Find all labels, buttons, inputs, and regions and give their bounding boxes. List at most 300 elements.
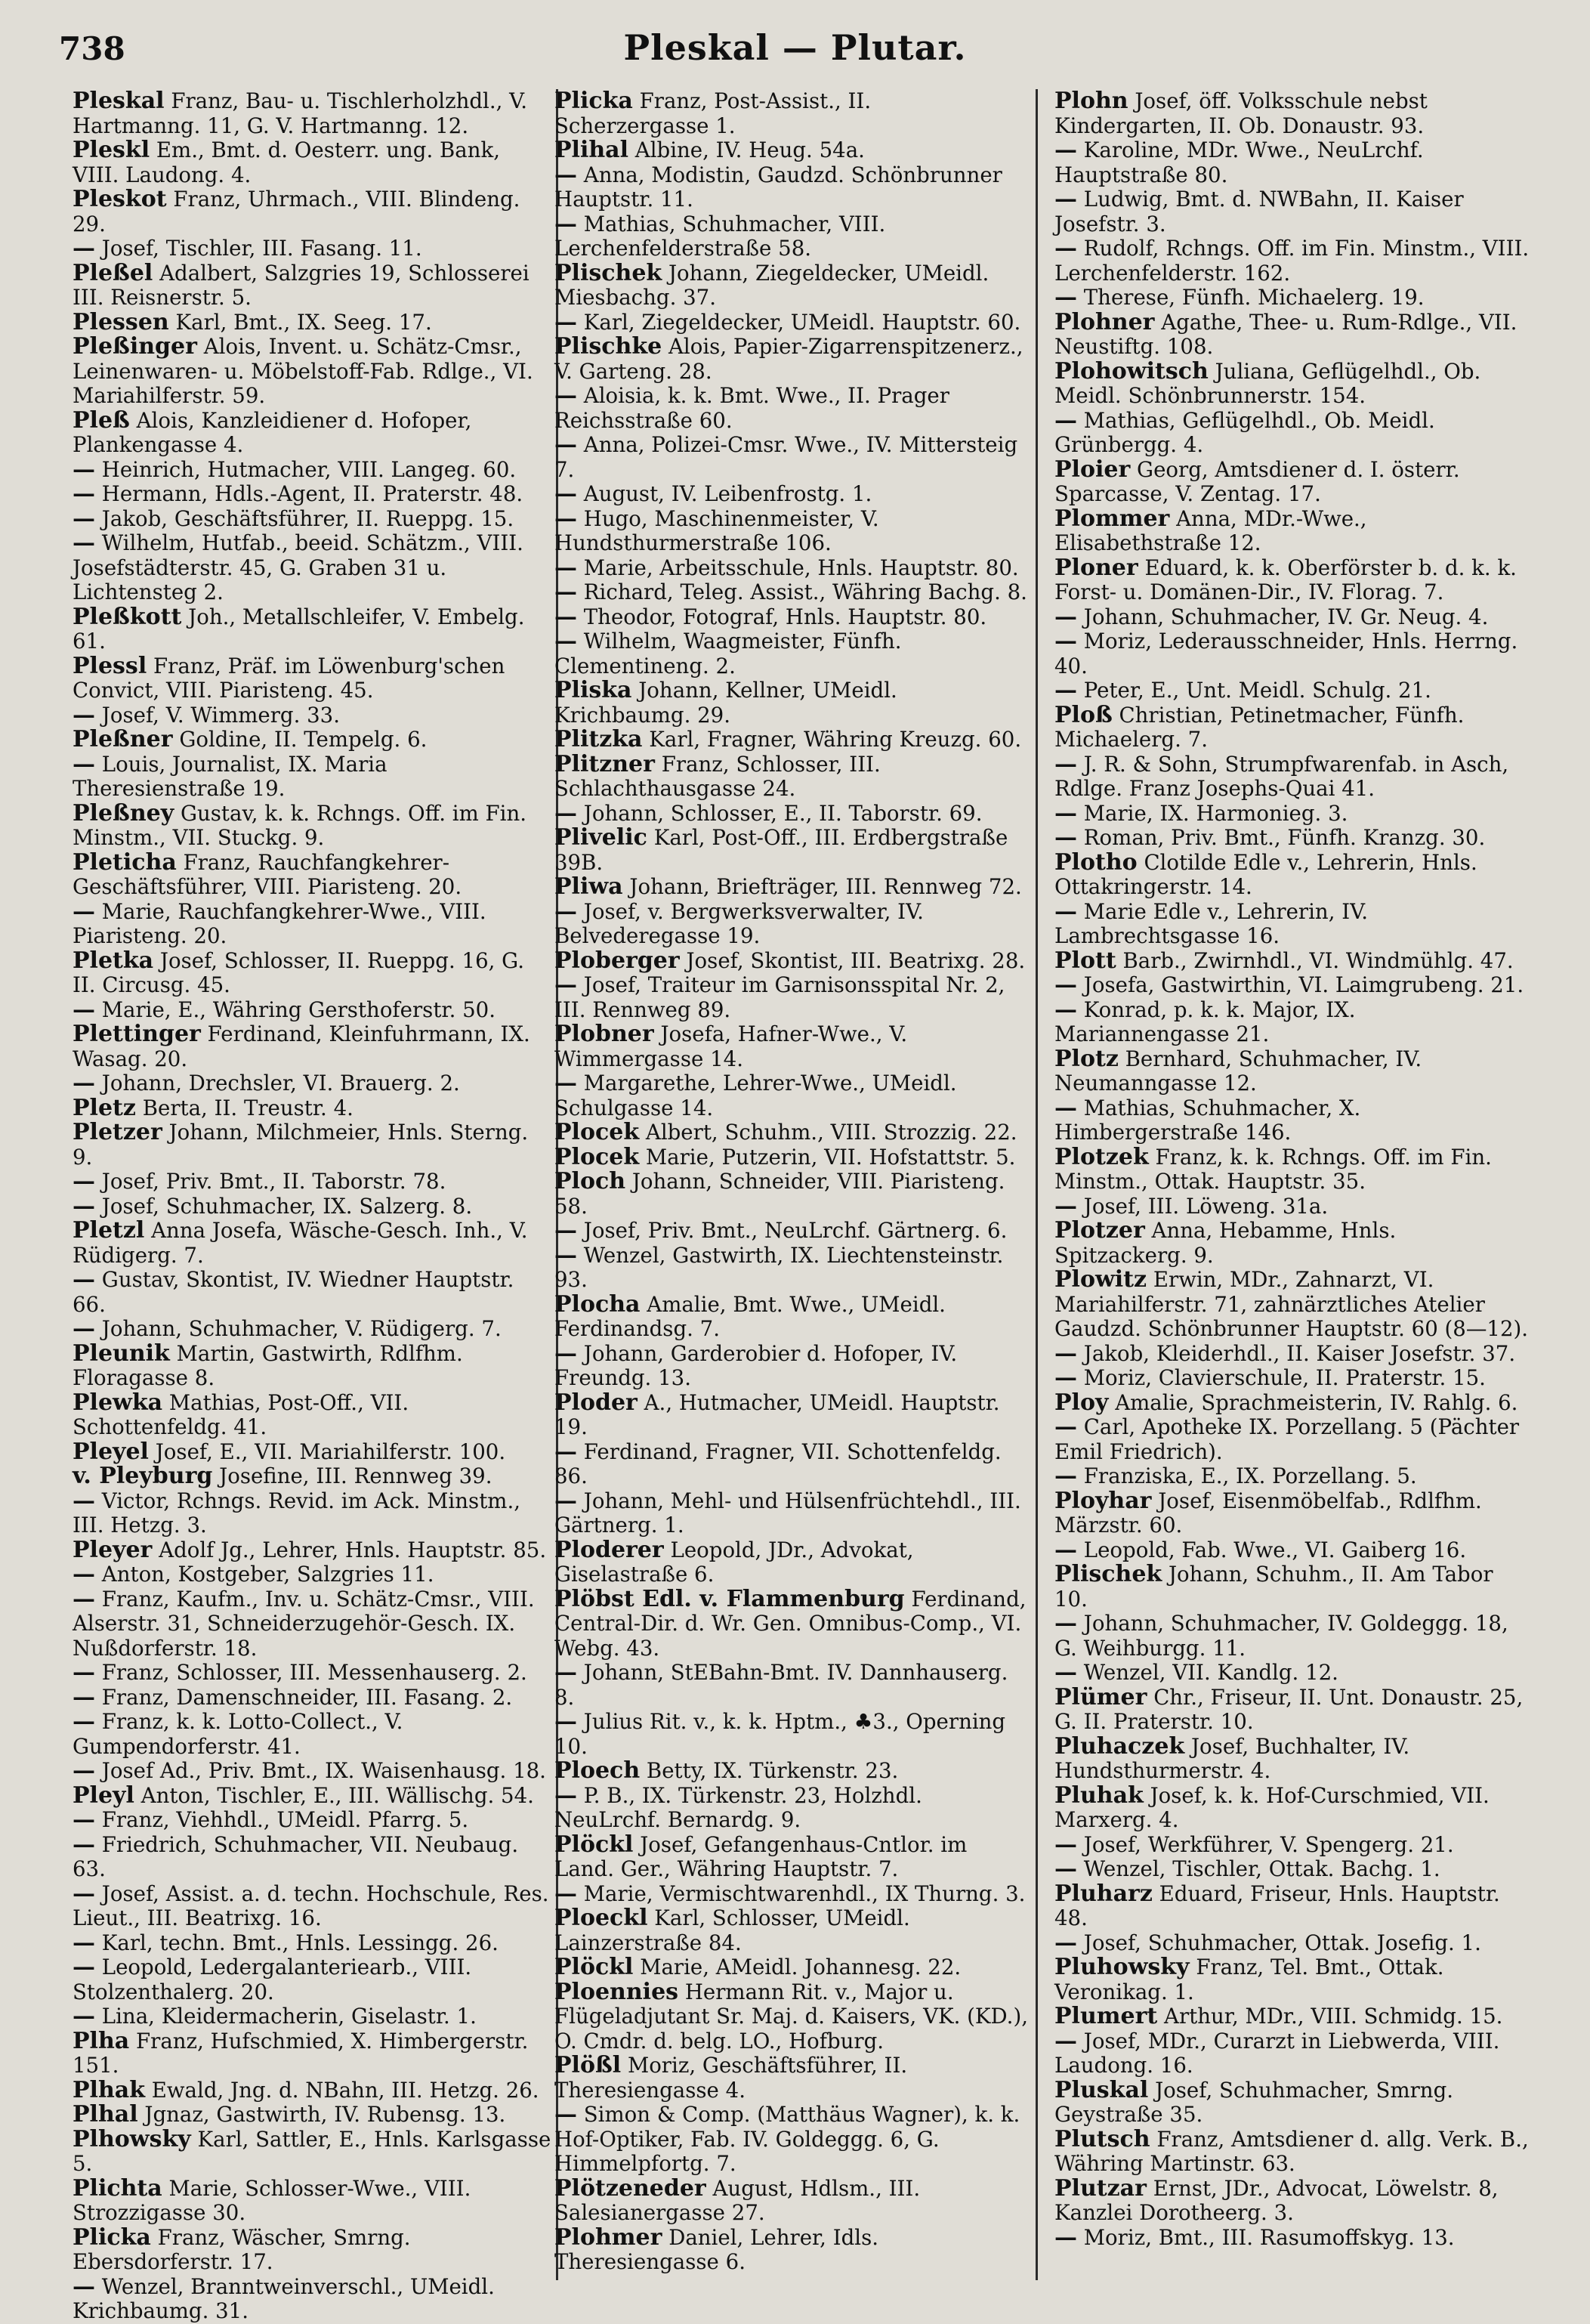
entry-details: Anna Josefa, Wäsche-Gesch. Inh., V. Rüdigerg. 7.	[73, 1218, 528, 1268]
entry-details: Louis, Journalist, IX. Maria Theresienstraße 19.	[73, 751, 387, 801]
entry-details: Moriz, Geschäftsführer, II. Theresiengasse 4.	[554, 2053, 908, 2103]
entry-name: —	[1054, 1659, 1077, 1686]
directory-entry	[59, 998, 551, 1023]
entry-name: Ploberger	[554, 947, 680, 974]
entry-name: —	[1054, 1364, 1077, 1391]
entry-details: Karl, Bmt., IX. Seeg. 17.	[175, 309, 432, 335]
directory-entry	[1041, 2125, 1532, 2177]
directory-entry	[59, 654, 551, 703]
entry-name: Plowitz	[1054, 1266, 1147, 1293]
entry-details: Alois, Invent. u. Schätz-Cmsr., Leinenwaren- u. Möbelstoff-Fab. Rdlge., VI. Mariahilferstr. 59.	[73, 334, 533, 408]
entry-details: Albine, IV. Heug. 54a.	[634, 138, 865, 162]
entry-name: Plha	[73, 2027, 130, 2054]
entry-name: —	[1054, 898, 1077, 925]
directory-entry	[1041, 1784, 1532, 1833]
directory-entry	[541, 1661, 1030, 1710]
entry-name: —	[1054, 2224, 1077, 2251]
entry-name: —	[73, 1561, 95, 1587]
entry-details: Marie, IX. Harmonieg. 3.	[1083, 800, 1348, 826]
directory-entry	[59, 236, 551, 261]
entry-name: —	[554, 1070, 577, 1096]
entry-name: Plitzka	[554, 726, 643, 753]
entry-name: Ploderer	[554, 1536, 664, 1563]
directory-entry	[59, 1808, 551, 1833]
directory-entry	[59, 261, 551, 311]
entry-name: Plessen	[73, 308, 169, 335]
directory-entry	[541, 1071, 1030, 1120]
entry-name: Pletzl	[73, 1217, 145, 1244]
directory-entry	[59, 1587, 551, 1661]
entry-details: Chr., Friseur, II. Unt. Donaustr. 25, G. II. Praterstr. 10.	[1054, 1684, 1524, 1734]
entry-name: Plümer	[1054, 1683, 1147, 1711]
entry-name: —	[554, 1880, 577, 1907]
entry-details: Betty, IX. Türkenstr. 23.	[646, 1758, 899, 1783]
entry-details: Josef, Tischler, III. Fasang. 11.	[101, 236, 422, 261]
entry-details: Eduard, Friseur, Hnls. Hauptstr. 48.	[1054, 1881, 1500, 1930]
entry-details: Marie, Vermischtwarenhdl., IX Thurng. 3.	[583, 1881, 1026, 1906]
directory-entry	[59, 1022, 551, 1071]
entry-details: Johann, Schlosser, E., II. Taborstr. 69.	[583, 800, 983, 826]
entry-name: Plotz	[1054, 1045, 1119, 1072]
entry-name: Plocha	[554, 1290, 641, 1318]
entry-details: Mathias, Post-Off., VII. Schottenfeldg. 41.	[73, 1389, 409, 1439]
entry-details: Johann, Schuhmacher, IV. Gr. Neug. 4.	[1083, 604, 1489, 629]
directory-entry	[59, 1194, 551, 1219]
entry-details: August, IV. Leibenfrostg. 1.	[583, 481, 872, 506]
directory-entry	[1041, 1931, 1532, 1956]
entry-details: Bernhard, Schuhmacher, IV. Neumanngasse 12.	[1054, 1046, 1422, 1096]
directory-entry	[541, 556, 1030, 581]
entry-details: Johann, StEBahn-Bmt. IV. Dannhauserg. 8.	[554, 1660, 1008, 1710]
entry-details: Clotilde Edle v., Lehrerin, Hnls. Ottakringerstr. 14.	[1054, 849, 1477, 899]
directory-entry	[1041, 1268, 1532, 1342]
entry-details: Lina, Kleidermacherin, Giselastr. 1.	[101, 2004, 477, 2029]
entry-details: Amalie, Sprachmeisterin, IV. Rahlg. 6.	[1115, 1389, 1518, 1415]
directory-entry	[541, 949, 1030, 974]
entry-name: Plotzer	[1054, 1217, 1145, 1244]
entry-details: Heinrich, Hutmacher, VIII. Langeg. 60.	[101, 456, 517, 482]
entry-details: Goldine, II. Tempelg. 6.	[179, 727, 428, 752]
entry-name: Pletz	[73, 1094, 136, 1121]
entry-details: Moriz, Bmt., III. Rasumoffskyg. 13.	[1083, 2224, 1455, 2250]
directory-entry	[1041, 1145, 1532, 1194]
entry-name: Pleunik	[73, 1340, 170, 1367]
entry-name: Ploch	[554, 1168, 626, 1194]
entry-details: Josef, v. Bergwerksverwalter, IV. Belvederegasse 19.	[554, 898, 924, 948]
directory-entry	[541, 1290, 1030, 1342]
entry-details: Franz, Kaufm., Inv. u. Schätz-Cmsr., VIII. Alserstr. 31, Schneiderzugehör-Gesch. IX. Nußdorferstr. 18.	[73, 1586, 535, 1661]
entry-details: Franz, Post-Assist., II. Scherzergasse 1.	[554, 88, 872, 138]
entry-name: —	[554, 1659, 577, 1686]
directory-entry	[1041, 750, 1532, 802]
entry-name: —	[73, 1708, 95, 1735]
directory-entry	[59, 2125, 551, 2177]
directory-entry	[59, 1833, 551, 1882]
entry-details: Agathe, Thee- u. Rum-Rdlge., VII. Neustiftg. 108.	[1054, 309, 1517, 359]
entry-name: Plhowsky	[73, 2125, 191, 2152]
entry-name: Plohner	[1054, 308, 1155, 335]
entry-name: —	[1054, 186, 1077, 212]
entry-name: Plivelic	[554, 824, 647, 851]
entry-name: Pletka	[73, 947, 154, 974]
entry-name: —	[1054, 677, 1077, 703]
entry-name: Pluskal	[1054, 2076, 1149, 2103]
entry-details: Johann, Mehl- und Hülsenfrüchtehdl., III. Gärtnerg. 1.	[554, 1488, 1021, 1537]
directory-entry	[59, 728, 551, 753]
directory-entry	[541, 2226, 1030, 2275]
entry-name: —	[1054, 628, 1077, 654]
entry-name: Pluhak	[1054, 1782, 1144, 1809]
entry-details: Konrad, p. k. k. Major, IX. Mariannengasse 21.	[1054, 997, 1356, 1046]
directory-entry	[1041, 236, 1532, 286]
directory-entry	[59, 2029, 551, 2078]
directory-entry	[541, 335, 1030, 384]
entry-name: Plohn	[1054, 88, 1128, 114]
entry-details: Wenzel, Branntweinverschl., UMeidl. Krichbaumg. 31.	[73, 2273, 495, 2323]
directory-entry	[541, 678, 1030, 728]
entry-details: Rudolf, Rchngs. Off. im Fin. Minstm., VIII. Lerchenfelderstr. 162.	[1054, 236, 1530, 286]
directory-entry	[59, 187, 551, 236]
directory-entry	[1041, 1882, 1532, 1931]
entry-name: Plichta	[73, 2174, 162, 2202]
entry-name: —	[554, 628, 577, 654]
entry-name: —	[554, 579, 577, 605]
entry-details: Ferdinand, Kleinfuhrmann, IX. Wasag. 20.	[73, 1021, 530, 1071]
directory-entry	[59, 949, 551, 998]
directory-entry	[1041, 629, 1532, 678]
directory-entry	[541, 1538, 1030, 1587]
entry-name: —	[73, 750, 95, 777]
entry-name: —	[73, 1487, 95, 1514]
entry-name: —	[554, 161, 577, 188]
entry-details: Josef, Schlosser, II. Rueppg. 16, G. II. Circusg. 45.	[73, 947, 525, 997]
directory-entry	[1041, 1538, 1532, 1563]
directory-entry	[59, 1071, 551, 1096]
entry-details: Franz, Amtsdiener d. allg. Verk. B., Währing Martinstr. 63.	[1054, 2126, 1529, 2176]
entry-details: Josef, Priv. Bmt., II. Taborstr. 78.	[101, 1169, 446, 1194]
entry-name: —	[1054, 2027, 1077, 2054]
directory-entry	[1041, 1489, 1532, 1538]
directory-entry	[59, 2078, 551, 2103]
entry-details: Erwin, MDr., Zahnarzt, VI. Mariahilferstr. 71, zahnärztliches Atelier Gaudzd. Schönbrunner Hauptstr. 60 (8—12).	[1054, 1267, 1529, 1341]
directory-entry	[59, 1784, 551, 1809]
entry-details: Johann, Briefträger, III. Rennweg 72.	[629, 874, 1022, 899]
directory-entry	[541, 433, 1030, 482]
entry-name: —	[1054, 235, 1077, 261]
directory-entry	[59, 2226, 551, 2275]
entry-name: Ploß	[1054, 701, 1113, 728]
entry-details: Theodor, Fotograf, Hnls. Hauptstr. 80.	[583, 604, 987, 629]
directory-entry	[1041, 1464, 1532, 1489]
entry-details: Georg, Amtsdiener d. I. österr. Sparcasse, V. Zentag. 17.	[1054, 456, 1460, 506]
entry-name: —	[554, 1340, 577, 1367]
entry-name: —	[554, 799, 577, 827]
entry-name: Ployhar	[1054, 1487, 1152, 1514]
entry-name: Pliska	[554, 677, 632, 703]
directory-entry	[59, 799, 551, 851]
directory-entry	[59, 482, 551, 507]
entry-details: August, Hdlsm., III. Salesianergasse 27.	[554, 2175, 921, 2225]
entry-details: Josef, Gefangenhaus-Cntlor. im Land. Ger., Währing Hauptstr. 7.	[554, 1831, 968, 1881]
directory-entry	[1041, 949, 1532, 974]
entry-details: Josef, öff. Volksschule nebst Kindergarten, II. Ob. Donaustr. 93.	[1054, 88, 1428, 138]
entry-name: —	[1054, 799, 1077, 827]
entry-name: Plocek	[554, 1119, 640, 1145]
entry-details: Wenzel, VII. Kandlg. 12.	[1083, 1660, 1338, 1685]
entry-details: Hermann Rit. v., Major u. Flügeladjutant Sr. Maj. d. Kaisers, VK. (KD.), O. Cmdr. d. belg. LO., Hofburg.	[554, 1979, 1028, 2054]
entry-name: —	[1054, 750, 1077, 777]
directory-entry	[59, 1120, 551, 1170]
entry-name: Pleßney	[73, 799, 174, 827]
entry-details: Johann, Schuhmacher, V. Rüdigerg. 7.	[101, 1316, 502, 1341]
directory-entry	[59, 1955, 551, 2004]
entry-name: —	[1054, 1831, 1077, 1858]
entry-details: Richard, Teleg. Assist., Währing Bachg. 8.	[583, 579, 1027, 604]
column-divider	[1036, 89, 1038, 2280]
entry-details: Albert, Schuhm., VIII. Strozzig. 22.	[645, 1120, 1017, 1145]
column-2	[541, 89, 1030, 2288]
entry-name: Pleyel	[73, 1438, 149, 1465]
entry-details: Anna, Hebamme, Hnls. Spitzackerg. 9.	[1054, 1218, 1397, 1268]
entry-details: Leopold, Fab. Wwe., VI. Gaiberg 16.	[1083, 1537, 1467, 1562]
entry-name: —	[73, 1168, 95, 1194]
directory-entry	[1041, 1833, 1532, 1858]
directory-entry	[59, 848, 551, 900]
directory-entry	[1041, 1683, 1532, 1735]
entry-details: Marie, Rauchfangkehrer-Wwe., VIII. Piaristeng. 20.	[73, 898, 486, 948]
entry-details: Roman, Priv. Bmt., Fünfh. Kranzg. 30.	[1083, 825, 1486, 850]
entry-details: Karl, Fragner, Währing Kreuzg. 60.	[649, 727, 1022, 752]
directory-entry	[59, 138, 551, 187]
directory-entry	[59, 1931, 551, 1956]
entry-details: Marie, Schlosser-Wwe., VIII. Strozzigasse 30.	[73, 2175, 471, 2225]
directory-entry	[1041, 138, 1532, 187]
directory-entry	[1041, 1661, 1532, 1686]
column-1	[59, 88, 551, 2323]
directory-entry	[1041, 187, 1532, 236]
entry-name: —	[554, 1487, 577, 1514]
directory-entry	[541, 826, 1030, 875]
directory-entry	[541, 1587, 1030, 1661]
entry-details: Ludwig, Bmt. d. NWBahn, II. Kaiser Josefstr. 3.	[1054, 187, 1464, 236]
directory-entry	[59, 1317, 551, 1342]
entry-name: —	[73, 1659, 95, 1686]
entry-details: Josef, Traiteur im Garnisonsspital Nr. 2, III. Rennweg 89.	[554, 972, 1005, 1022]
entry-name: —	[1054, 137, 1077, 163]
entry-name: Plößl	[554, 2052, 622, 2078]
entry-name: —	[73, 1315, 95, 1342]
entry-name: Ploeckl	[554, 1905, 648, 1931]
entry-details: Franziska, E., IX. Porzellang. 5.	[1083, 1463, 1417, 1488]
directory-entry	[59, 1219, 551, 1268]
directory-entry	[59, 1440, 551, 1465]
entry-name: —	[73, 1266, 95, 1293]
entry-details: Josef, Schuhmacher, Ottak. Josefig. 1.	[1083, 1930, 1481, 1955]
directory-entry	[59, 1391, 551, 1440]
entry-details: Em., Bmt. d. Oesterr. ung. Bank, VIII. Laudong. 4.	[73, 138, 500, 187]
entry-name: Ploder	[554, 1389, 638, 1416]
entry-name: Plotzek	[1054, 1143, 1149, 1170]
directory-entry	[541, 1145, 1030, 1170]
directory-entry	[541, 212, 1030, 261]
directory-entry	[541, 1489, 1030, 1538]
directory-entry	[541, 875, 1030, 900]
directory-entry	[541, 384, 1030, 433]
entry-name: —	[73, 1683, 95, 1711]
entry-details: Franz, Wäscher, Smrng. Ebersdorferstr. 17.	[73, 2224, 411, 2274]
directory-entry	[541, 308, 1030, 335]
entry-details: Anton, Kostgeber, Salzgries 11.	[101, 1562, 434, 1587]
entry-name: —	[1054, 1536, 1077, 1563]
directory-entry	[541, 1241, 1030, 1293]
entry-details: Anna, MDr.-Wwe., Elisabethstraße 12.	[1054, 505, 1367, 555]
entry-details: Josefine, III. Rennweg 39.	[219, 1463, 492, 1488]
directory-entry	[59, 1464, 551, 1489]
entry-name: Plumert	[1054, 2003, 1158, 2029]
entry-name: —	[554, 431, 577, 458]
entry-details: Juliana, Geflügelhdl., Ob. Meidl. Schönbrunnerstr. 154.	[1054, 358, 1481, 408]
entry-name: —	[554, 505, 577, 532]
entry-details: Franz, Uhrmach., VIII. Blindeng. 29.	[73, 187, 520, 236]
directory-entry	[59, 531, 551, 605]
entry-name: Pleßner	[73, 726, 173, 753]
directory-entry	[1041, 605, 1532, 630]
entry-name: —	[73, 1757, 95, 1784]
entry-details: Marie, AMeidl. Johannesg. 22.	[640, 1955, 962, 1979]
entry-name: Plöckl	[554, 1831, 634, 1858]
entry-details: Martin, Gastwirth, Rdlfhm. Floragasse 8.	[73, 1340, 463, 1390]
entry-name: Pleskot	[73, 186, 167, 212]
entry-name: —	[1054, 1094, 1077, 1121]
entry-name: —	[73, 996, 95, 1023]
entry-details: Johann, Kellner, UMeidl. Krichbaumg. 29.	[554, 678, 897, 728]
entry-name: Pleskal	[73, 88, 165, 114]
entry-name: —	[554, 603, 577, 630]
entry-name: Pleticha	[73, 848, 177, 876]
entry-details: Josef, k. k. Hof-Curschmied, VII. Marxerg. 4.	[1054, 1782, 1490, 1832]
entry-details: Johann, Schneider, VIII. Piaristeng. 58.	[554, 1169, 1005, 1219]
directory-entry	[541, 2103, 1030, 2177]
entry-name: Ploy	[1054, 1389, 1109, 1416]
directory-entry	[541, 1219, 1030, 1244]
directory-entry	[1041, 89, 1532, 138]
directory-entry	[1041, 357, 1532, 409]
entry-name: —	[73, 530, 95, 556]
entry-details: Johann, Ziegeldecker, UMeidl. Miesbachg. 37.	[554, 260, 990, 310]
entry-name: —	[554, 481, 577, 507]
directory-entry	[541, 482, 1030, 507]
entry-details: Christian, Petinetmacher, Fünfh. Michaelerg. 7.	[1054, 702, 1465, 752]
entry-details: Franz, Damenschneider, III. Fasang. 2.	[101, 1684, 513, 1710]
directory-entry	[541, 973, 1030, 1022]
entry-name: —	[73, 2273, 95, 2300]
entry-name: Plutsch	[1054, 2125, 1150, 2152]
entry-name: —	[1054, 972, 1077, 998]
page-number: 738	[59, 30, 125, 67]
entry-details: Aloisia, k. k. Bmt. Wwe., II. Prager Reichsstraße 60.	[554, 383, 949, 433]
directory-entry	[1041, 998, 1532, 1047]
entry-details: Josef, MDr., Curarzt in Liebwerda, VIII. Laudong. 16.	[1054, 2028, 1500, 2078]
entry-name: —	[73, 1585, 95, 1612]
entry-details: Marie Edle v., Lehrerin, IV. Lambrechtsgasse 16.	[1054, 898, 1369, 948]
directory-entry	[1041, 2004, 1532, 2029]
directory-entry	[59, 2103, 551, 2128]
entry-details: Simon & Comp. (Matthäus Wagner), k. k. Hof-Optiker, Fab. IV. Goldeggg. 6, G. Himmelpfortg. 7.	[554, 2102, 1020, 2176]
entry-name: Plöbst Edl. v. Flammenburg	[554, 1585, 905, 1612]
entry-details: Therese, Fünfh. Michaelerg. 19.	[1083, 285, 1425, 310]
entry-name: Plicka	[73, 2224, 151, 2251]
entry-name: —	[73, 1192, 95, 1219]
entry-details: Josef, E., VII. Mariahilferstr. 100.	[155, 1439, 506, 1464]
entry-details: Jakob, Kleiderhdl., II. Kaiser Josefstr. 37.	[1083, 1340, 1516, 1366]
directory-entry	[541, 750, 1030, 802]
entry-details: Leopold, Ledergalanteriearb., VIII. Stolzenthalerg. 20.	[73, 1955, 472, 2004]
directory-entry	[59, 1538, 551, 1563]
entry-name: —	[73, 1954, 95, 1980]
entry-name: —	[1054, 1610, 1077, 1636]
directory-entry	[1041, 1612, 1532, 1661]
entry-name: —	[73, 1831, 95, 1858]
entry-name: —	[73, 481, 95, 507]
directory-entry	[541, 1022, 1030, 1071]
entry-name: —	[554, 972, 577, 998]
directory-entry	[541, 2054, 1030, 2103]
directory-entry	[59, 2174, 551, 2226]
entry-name: Pleskl	[73, 137, 150, 163]
entry-details: Franz, Viehhdl., UMeidl. Pfarrg. 5.	[101, 1807, 469, 1832]
entry-details: Moriz, Lederausschneider, Hnls. Herrng. 40.	[1054, 629, 1518, 678]
entry-details: Leopold, JDr., Advokat, Giselastraße 6.	[554, 1537, 914, 1587]
entry-details: Friedrich, Schuhmacher, VII. Neubaug. 63.	[73, 1831, 519, 1881]
entry-details: Marie, E., Währing Gersthoferstr. 50.	[101, 997, 496, 1022]
entry-name: Plhal	[73, 2101, 138, 2128]
directory-entry	[541, 1440, 1030, 1489]
entry-name: Pleßkott	[73, 603, 182, 630]
entry-details: Eduard, k. k. Oberförster b. d. k. k. Forst- u. Domänen-Dir., IV. Florag. 7.	[1054, 555, 1517, 604]
entry-name: Plobner	[554, 1021, 654, 1047]
entry-name: —	[554, 1782, 577, 1809]
entry-name: Plötzeneder	[554, 2174, 706, 2202]
entry-details: Johann, Garderobier d. Hofoper, IV. Freundg. 13.	[554, 1340, 958, 1390]
entry-details: Karl, techn. Bmt., Hnls. Lessingg. 26.	[101, 1930, 499, 1955]
entry-name: Plhak	[73, 2076, 145, 2103]
entry-details: Jgnaz, Gastwirth, IV. Rubensg. 13.	[144, 2102, 506, 2127]
entry-name: Plettinger	[73, 1021, 201, 1047]
entry-details: P. B., IX. Türkenstr. 23, Holzhdl. NeuLrchf. Bernardg. 9.	[554, 1782, 922, 1832]
entry-name: Ploennies	[554, 1978, 679, 2005]
directory-entry	[1041, 286, 1532, 311]
entry-name: Plischke	[554, 333, 662, 360]
entry-details: Franz, Bau- u. Tischlerholzhdl., V. Hartmanng. 11, G. V. Hartmanng. 12.	[73, 88, 528, 138]
directory-entry	[541, 728, 1030, 753]
entry-details: Josef, V. Wimmerg. 33.	[101, 702, 341, 728]
directory-entry	[1041, 1732, 1532, 1784]
entry-name: —	[1054, 996, 1077, 1023]
entry-details: A., Hutmacher, UMeidl. Hauptstr. 19.	[554, 1389, 1000, 1439]
entry-name: —	[73, 1929, 95, 1956]
entry-name: —	[554, 382, 577, 409]
entry-details: Franz, Tel. Bmt., Ottak. Veronikag. 1.	[1054, 1955, 1444, 2004]
entry-name: —	[554, 554, 577, 581]
entry-details: Wenzel, Tischler, Ottak. Bachg. 1.	[1083, 1856, 1440, 1881]
directory-entry	[541, 1882, 1030, 1907]
entry-details: Josef, Assist. a. d. techn. Hochschule, Res. Lieut., III. Beatrixg. 16.	[73, 1881, 549, 1930]
directory-entry	[1041, 1096, 1532, 1145]
directory-entry	[59, 1661, 551, 1686]
directory-entry	[1041, 556, 1532, 605]
entry-name: —	[554, 1241, 577, 1269]
entry-name: Pliwa	[554, 873, 623, 900]
